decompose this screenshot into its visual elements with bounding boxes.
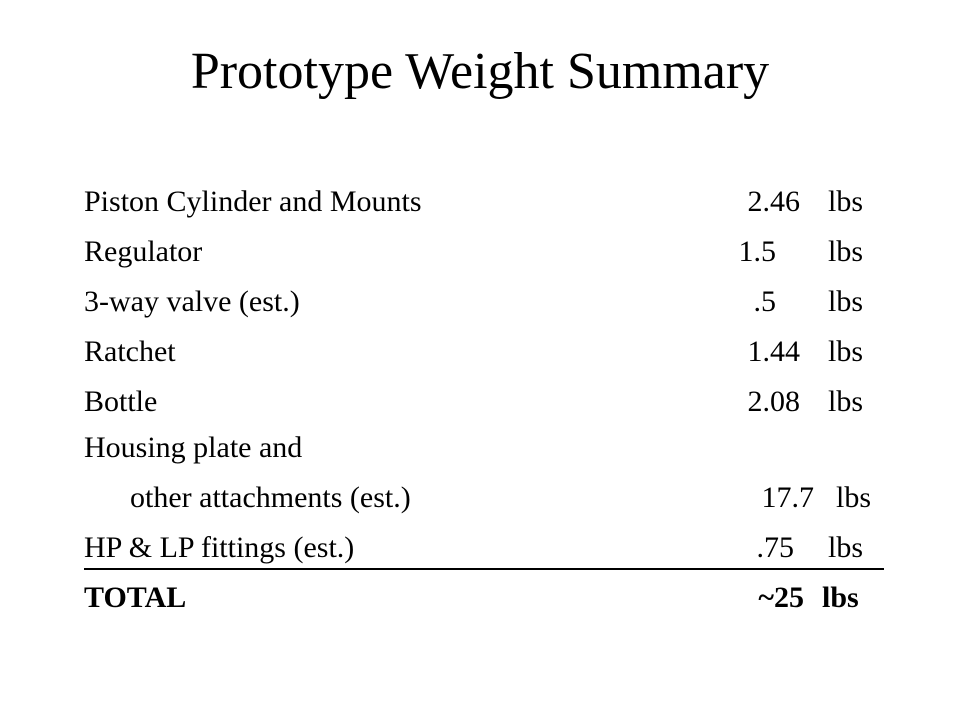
row-unit: lbs bbox=[822, 581, 859, 614]
row-value: ~25 bbox=[758, 581, 804, 614]
row-value: 2.46 bbox=[747, 185, 800, 218]
weight-row-hp-lp-fittings bbox=[84, 522, 884, 570]
row-label: Ratchet bbox=[84, 335, 176, 368]
row-unit: lbs bbox=[828, 285, 864, 318]
row-unit: lbs bbox=[828, 335, 864, 368]
row-label: Piston Cylinder and Mounts bbox=[84, 185, 422, 218]
row-label: Regulator bbox=[84, 235, 203, 268]
row-label: Housing plate and bbox=[84, 431, 303, 464]
row-label: 3-way valve (est.) bbox=[84, 285, 300, 318]
weight-row-total bbox=[84, 572, 884, 624]
weight-row-ratchet bbox=[84, 326, 884, 378]
row-value: 1.44 bbox=[747, 335, 800, 368]
row-unit: lbs bbox=[836, 481, 872, 514]
weight-row-housing-plate bbox=[84, 422, 884, 474]
row-label: TOTAL bbox=[84, 581, 187, 614]
weight-row-other-attachments bbox=[84, 472, 884, 524]
row-label: Bottle bbox=[84, 385, 158, 418]
row-value: 17.7 bbox=[761, 481, 814, 514]
row-label: HP & LP fittings (est.) bbox=[84, 531, 355, 564]
row-value: 1.5 bbox=[738, 235, 776, 268]
row-value: .5 bbox=[753, 285, 776, 318]
slide-title: Prototype Weight Summary bbox=[190, 43, 770, 100]
row-value: .75 bbox=[756, 531, 794, 564]
row-unit: lbs bbox=[828, 235, 864, 268]
row-unit: lbs bbox=[828, 385, 864, 418]
weight-row-bottle bbox=[84, 376, 884, 428]
weight-row-3-way-valve bbox=[84, 276, 884, 328]
row-label: other attachments (est.) bbox=[130, 481, 411, 514]
row-unit: lbs bbox=[828, 185, 864, 218]
weight-row-piston-cylinder bbox=[84, 176, 884, 228]
row-unit: lbs bbox=[828, 531, 864, 564]
row-value: 2.08 bbox=[747, 385, 800, 418]
weight-row-regulator bbox=[84, 226, 884, 278]
